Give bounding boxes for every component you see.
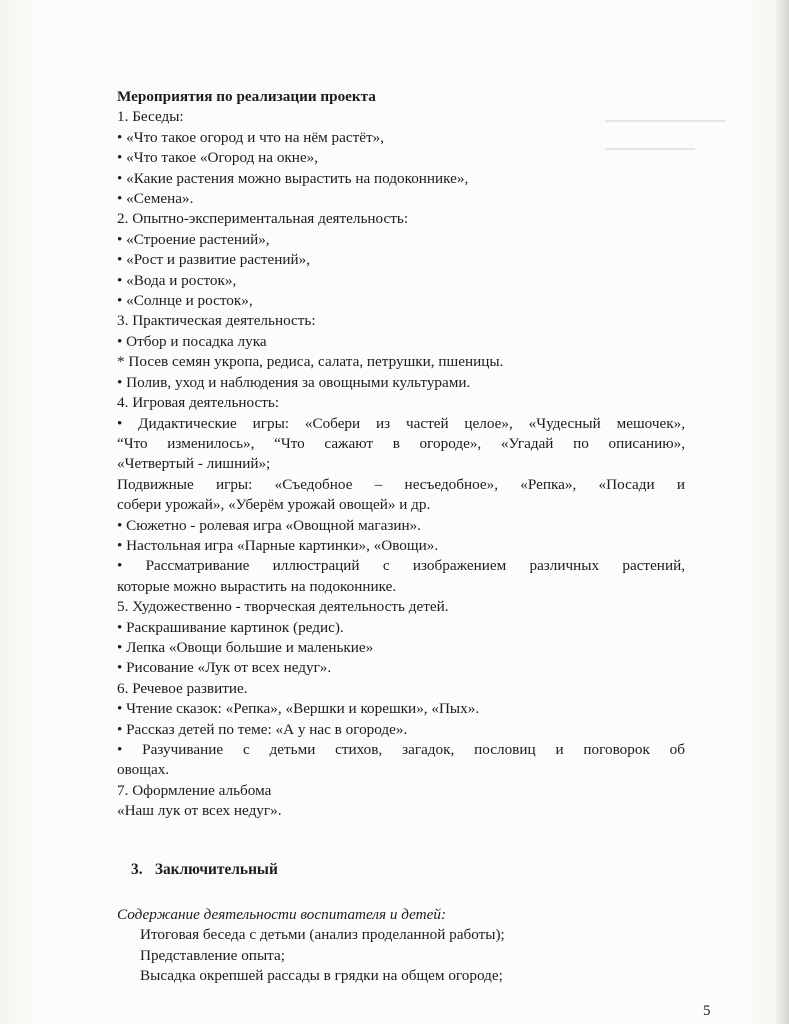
activity-heading: Содержание деятельности воспитателя и детей: <box>117 906 447 923</box>
text-line: 2. Опытно-экспериментальная деятельность: <box>117 210 409 228</box>
activity-item: Высадка окрепшей рассады в грядки на общем огороде; <box>140 967 503 985</box>
text-line: овощах. <box>117 761 170 779</box>
page-number: 5 <box>703 1003 711 1019</box>
text-line: • «Солнце и росток», <box>117 292 253 310</box>
text-line: Подвижные игры: «Съедобное – несъедобное», «Репка», «Посади и <box>117 475 685 493</box>
text-line: • Настольная игра «Парные картинки», «Овощи». <box>117 536 439 554</box>
text-line: • Рисование «Лук от всех недуг». <box>117 659 332 677</box>
text-line: • Сюжетно - ролевая игра «Овощной магазин». <box>117 516 421 534</box>
text-line: • Рассматривание иллюстраций с изображением различных растений, <box>117 557 685 575</box>
text-line: 6. Речевое развитие. <box>117 679 248 697</box>
document-body <box>117 87 685 822</box>
scan-edge-shadow <box>775 0 789 1024</box>
text-line: • «Что такое огород и что на нём растёт», <box>117 128 385 146</box>
text-line: “Что изменилось», “Что сажают в огороде», «Угадай по описанию», <box>117 434 685 452</box>
text-line: которые можно вырастить на подоконнике. <box>117 577 397 595</box>
text-line: • «Какие растения можно вырастить на подоконнике», <box>117 169 469 187</box>
text-line: • Раскрашивание картинок (редис). <box>117 618 344 636</box>
text-line: • «Семена». <box>117 190 194 208</box>
text-line: 5. Художественно - творческая деятельность детей. <box>117 598 449 616</box>
text-line: • «Строение растений», <box>117 230 270 248</box>
final-stage-body <box>117 905 637 987</box>
text-line: «Наш лук от всех недуг». <box>117 802 282 820</box>
text-line: • «Что такое «Огород на окне», <box>117 149 319 167</box>
text-line: • Рассказ детей по теме: «А у нас в огороде». <box>117 720 408 738</box>
text-line: 1. Беседы: <box>117 108 184 126</box>
text-line: 7. Оформление альбома <box>117 781 272 799</box>
text-line: • Лепка «Овощи большие и маленькие» <box>117 638 374 656</box>
text-line: • Чтение сказок: «Репка», «Вершки и корешки», «Пых». <box>117 700 480 718</box>
activity-item: Итоговая беседа с детьми (анализ проделанной работы); <box>140 926 505 944</box>
text-line: • Дидактические игры: «Собери из частей целое», «Чудесный мешочек», <box>117 414 685 432</box>
text-line: «Четвертый - лишний»; <box>117 455 271 473</box>
text-line: • Разучивание с детьми стихов, загадок, пословиц и поговорок об <box>117 741 685 758</box>
text-line: • «Рост и развитие растений», <box>117 251 311 269</box>
text-line: 4. Игровая деятельность: <box>117 394 280 412</box>
text-line: собери урожай», «Уберём урожай овощей» и др. <box>117 496 431 514</box>
section-3-heading <box>131 861 278 879</box>
text-line: • Полив, уход и наблюдения за овощными культурами. <box>117 373 471 391</box>
text-line: • «Вода и росток», <box>117 271 237 289</box>
activity-item: Представление опыта; <box>140 946 285 964</box>
text-line: 3. Практическая деятельность: <box>117 312 316 330</box>
text-line: • Отбор и посадка лука <box>117 332 267 350</box>
section-heading: Мероприятия по реализации проекта <box>117 88 376 105</box>
section-number: 3. <box>131 861 143 878</box>
section-title: Заключительный <box>154 861 278 878</box>
text-line: * Посев семян укропа, редиса, салата, петрушки, пшеницы. <box>117 353 504 371</box>
